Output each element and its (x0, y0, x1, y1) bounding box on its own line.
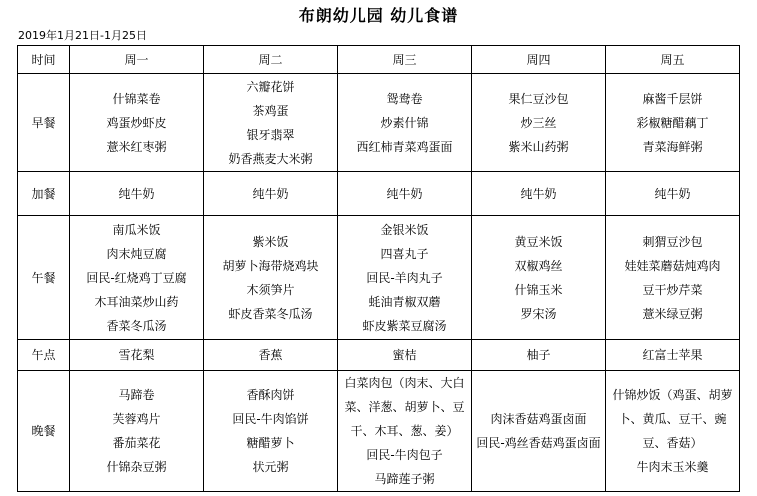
dish: 状元粥 (252, 460, 289, 474)
dish: 蜜桔 (392, 348, 417, 362)
dish: 马蹄卷 (118, 388, 155, 402)
dish: 蚝油青椒双蘑 (368, 294, 441, 309)
menu-cell (70, 172, 204, 216)
dish: 什锦炒饭（鸡蛋、胡萝卜、黄瓜、豆干、豌豆、香菇） (612, 388, 733, 450)
meal-label: 早餐 (18, 74, 70, 172)
dish: 西红柿青菜鸡蛋面 (356, 139, 453, 154)
dish: 回民-羊肉丸子 (366, 270, 443, 285)
menu-cell (606, 74, 740, 172)
dish: 紫米山药粥 (508, 139, 569, 154)
meal-label: 加餐 (18, 172, 70, 216)
menu-cell (338, 216, 472, 340)
dish: 糖醋萝卜 (246, 436, 295, 450)
dish: 纯牛奶 (386, 186, 423, 201)
dish: 肉沫香菇鸡蛋卤面 (490, 412, 587, 426)
menu-cell (204, 74, 338, 172)
dish: 麻酱千层饼 (642, 91, 703, 106)
meal-row-lunch (18, 216, 740, 340)
day-header: 周二 (204, 46, 338, 74)
dish: 马蹄莲子粥 (374, 472, 435, 486)
dish: 罗宋汤 (520, 306, 557, 321)
dish: 肉末炖豆腐 (106, 246, 167, 261)
dish: 什锦菜卷 (112, 91, 161, 106)
dish: 金银米饭 (380, 222, 429, 237)
dish: 虾皮紫菜豆腐汤 (362, 318, 447, 333)
dish: 炒三丝 (520, 115, 557, 130)
dish: 雪花梨 (118, 348, 155, 362)
dish: 纯牛奶 (520, 186, 557, 201)
header-row (18, 46, 740, 74)
menu-cell (204, 340, 338, 371)
date-range: 2019年1月21日-1月25日 (18, 29, 147, 42)
meal-label: 午点 (18, 340, 70, 371)
meal-label: 晚餐 (18, 371, 70, 492)
menu-cell (70, 74, 204, 172)
dish: 奶香燕麦大米粥 (228, 151, 313, 166)
dish: 香菜冬瓜汤 (106, 318, 167, 333)
meal-row-snack (18, 172, 740, 216)
menu-cell (472, 216, 606, 340)
dish: 虾皮香菜冬瓜汤 (228, 306, 313, 321)
day-header: 周三 (338, 46, 472, 74)
dish: 香蕉 (258, 348, 283, 362)
dish: 回民-牛肉馅饼 (232, 412, 309, 426)
dish: 纯牛奶 (118, 186, 155, 201)
dish: 柚子 (526, 348, 551, 362)
menu-cell (472, 172, 606, 216)
menu-cell (472, 74, 606, 172)
dish: 南瓜米饭 (112, 222, 161, 237)
menu-cell (606, 172, 740, 216)
dish: 刺猬豆沙包 (642, 234, 703, 249)
dish: 彩椒糖醋藕丁 (636, 115, 709, 130)
day-header: 周五 (606, 46, 740, 74)
menu-cell (472, 371, 606, 492)
dish: 木耳油菜炒山药 (94, 294, 179, 309)
dish: 鸡蛋炒虾皮 (106, 115, 167, 130)
menu-cell (70, 371, 204, 492)
meal-row-dinner (18, 371, 740, 492)
dish: 什锦玉米 (514, 282, 563, 297)
dish: 回民-牛肉包子 (366, 448, 443, 462)
dish: 回民-红烧鸡丁豆腐 (86, 270, 187, 285)
dish: 鸳鸯卷 (386, 91, 423, 106)
menu-cell (70, 216, 204, 340)
dish: 果仁豆沙包 (508, 91, 569, 106)
menu-cell (606, 340, 740, 371)
dish: 什锦杂豆粥 (106, 460, 167, 474)
day-header: 周四 (472, 46, 606, 74)
page-title: 布朗幼儿园 幼儿食谱 (298, 6, 459, 25)
menu-cell (204, 172, 338, 216)
dish: 香酥肉饼 (246, 388, 295, 402)
dish: 黄豆米饭 (514, 234, 563, 249)
dish: 纯牛奶 (252, 186, 289, 201)
day-header: 周一 (70, 46, 204, 74)
dish: 六瓣花饼 (246, 79, 295, 94)
dish: 娃娃菜蘑菇炖鸡肉 (624, 258, 721, 273)
dish: 牛肉末玉米羹 (636, 460, 709, 474)
dish: 芙蓉鸡片 (112, 412, 161, 426)
menu-cell (472, 340, 606, 371)
dish: 番茄菜花 (112, 436, 161, 450)
menu-cell (606, 216, 740, 340)
dish: 回民-鸡丝香菇鸡蛋卤面 (476, 436, 601, 450)
dish: 纯牛奶 (654, 186, 691, 201)
meal-label: 午餐 (18, 216, 70, 340)
meal-row-afternoon-snack (18, 340, 740, 371)
menu-cell (204, 371, 338, 492)
dish: 银牙翡翠 (246, 127, 295, 142)
dish: 木须笋片 (246, 282, 295, 297)
corner-cell: 时间 (18, 46, 70, 74)
dish: 青菜海鲜粥 (642, 139, 703, 154)
dish: 胡萝卜海带烧鸡块 (222, 258, 319, 273)
menu-cell (338, 340, 472, 371)
dish: 薏米红枣粥 (106, 139, 167, 154)
menu-cell (338, 371, 472, 492)
meal-row-breakfast (18, 74, 740, 172)
dish: 白菜肉包（肉末、大白菜、洋葱、胡萝卜、豆干、木耳、葱、姜） (344, 376, 465, 438)
dish: 薏米绿豆粥 (642, 306, 703, 321)
dish: 四喜丸子 (380, 246, 429, 261)
menu-cell (204, 216, 338, 340)
dish: 茶鸡蛋 (252, 103, 289, 118)
menu-cell (338, 74, 472, 172)
menu-cell (70, 340, 204, 371)
dish: 双椒鸡丝 (514, 258, 563, 273)
menu-table (17, 45, 740, 492)
dish: 炒素什锦 (380, 115, 429, 130)
menu-cell (606, 371, 740, 492)
menu-cell (338, 172, 472, 216)
dish: 紫米饭 (252, 234, 289, 249)
dish: 豆干炒芹菜 (642, 282, 703, 297)
dish: 红富士苹果 (642, 348, 703, 362)
